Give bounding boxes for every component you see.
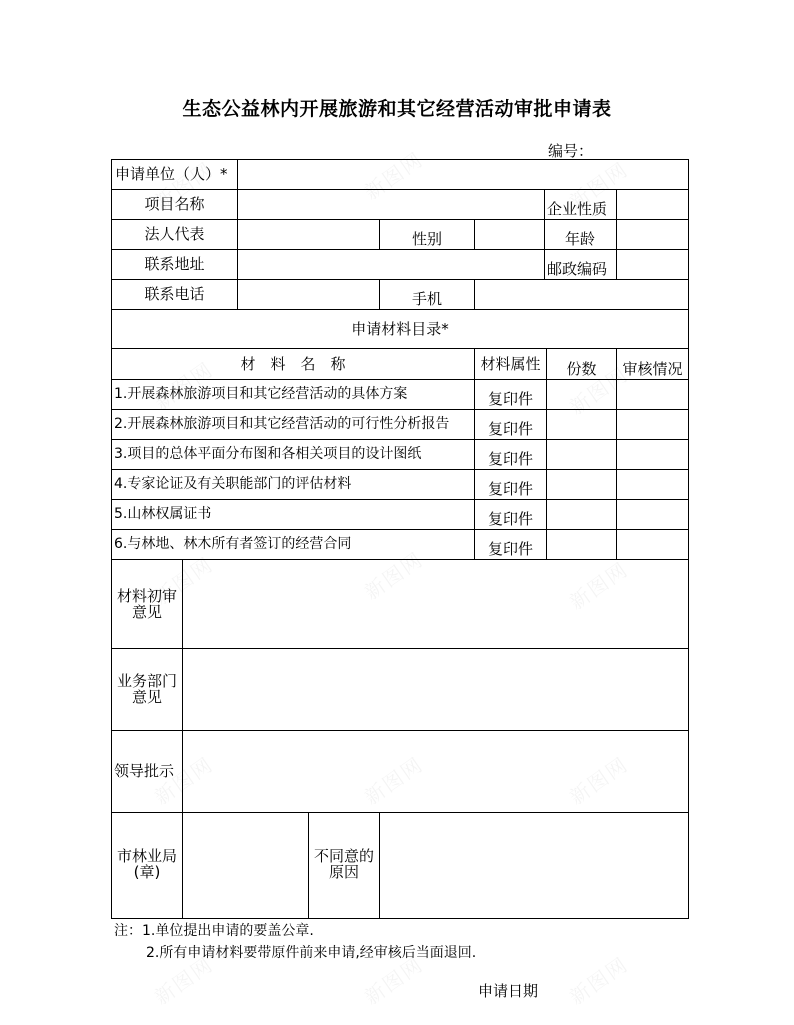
- disagree-reason-field[interactable]: [380, 813, 688, 918]
- disagree-reason-label: 不同意的原因: [313, 847, 374, 881]
- leader-label: 领导批示: [114, 762, 175, 780]
- materials-header-review: 审核情况: [622, 360, 683, 378]
- business-dept-field[interactable]: [183, 649, 688, 730]
- forestry-bureau-label: 市林业局(章): [116, 847, 177, 881]
- initial-review-field[interactable]: [183, 560, 688, 648]
- leader-field[interactable]: [183, 731, 688, 812]
- materials-header-copies: 份数: [566, 360, 597, 378]
- legal-rep-label: 法人代表: [144, 225, 205, 243]
- age-label: 年龄: [565, 230, 596, 248]
- apply-date-label: 申请日期: [478, 982, 539, 1000]
- postcode-label: 邮政编码: [547, 260, 608, 278]
- note-line-1: 注：1.单位提出申请的要盖公章.: [114, 923, 314, 939]
- materials-header-name: 材 料 名 称: [240, 355, 346, 373]
- applicant-unit-field[interactable]: [238, 160, 688, 189]
- phone-field[interactable]: [238, 280, 379, 309]
- material-row-5-name: 5.山林权属证书: [114, 506, 212, 522]
- material-row-6-type: 复印件: [487, 540, 533, 558]
- material-row-1-type: 复印件: [487, 390, 533, 408]
- project-name-label: 项目名称: [144, 195, 205, 213]
- material-row-3-name: 3.项目的总体平面分布图和各相关项目的设计图纸: [114, 446, 422, 462]
- enterprise-type-label: 企业性质: [547, 200, 608, 218]
- note-line-2: 2.所有申请材料要带原件前来申请,经审核后当面退回.: [146, 945, 477, 961]
- serial-number-label: 编号：: [548, 142, 594, 160]
- initial-review-label: 材料初审意见: [116, 587, 177, 621]
- enterprise-type-field[interactable]: [617, 190, 688, 219]
- material-row-4-type: 复印件: [487, 480, 533, 498]
- material-row-6-name: 6.与林地、林木所有者签订的经营合同: [114, 536, 352, 552]
- address-field[interactable]: [238, 250, 544, 279]
- business-dept-label: 业务部门意见: [116, 672, 177, 706]
- material-row-3-type: 复印件: [487, 450, 533, 468]
- material-row-2-type: 复印件: [487, 420, 533, 438]
- mobile-field[interactable]: [475, 280, 688, 309]
- material-row-5-type: 复印件: [487, 510, 533, 528]
- applicant-unit-label: 申请单位（人）*: [115, 165, 228, 183]
- legal-rep-field[interactable]: [238, 220, 379, 249]
- materials-section-title: 申请材料目录*: [351, 320, 449, 338]
- mobile-label: 手机: [412, 290, 443, 308]
- age-field[interactable]: [617, 220, 688, 249]
- material-row-2-name: 2.开展森林旅游项目和其它经营活动的可行性分析报告: [114, 416, 450, 432]
- address-label: 联系地址: [144, 255, 205, 273]
- gender-field[interactable]: [475, 220, 544, 249]
- material-row-1-name: 1.开展森林旅游项目和其它经营活动的具体方案: [114, 386, 408, 402]
- phone-label: 联系电话: [144, 285, 205, 303]
- materials-header-type: 材料属性: [480, 355, 541, 373]
- project-name-field[interactable]: [238, 190, 544, 219]
- form-title: 生态公益林内开展旅游和其它经营活动审批申请表: [182, 98, 612, 120]
- material-row-4-name: 4.专家论证及有关职能部门的评估材料: [114, 476, 352, 492]
- forestry-bureau-field[interactable]: [183, 813, 308, 918]
- postcode-field[interactable]: [617, 250, 688, 279]
- gender-label: 性别: [412, 230, 443, 248]
